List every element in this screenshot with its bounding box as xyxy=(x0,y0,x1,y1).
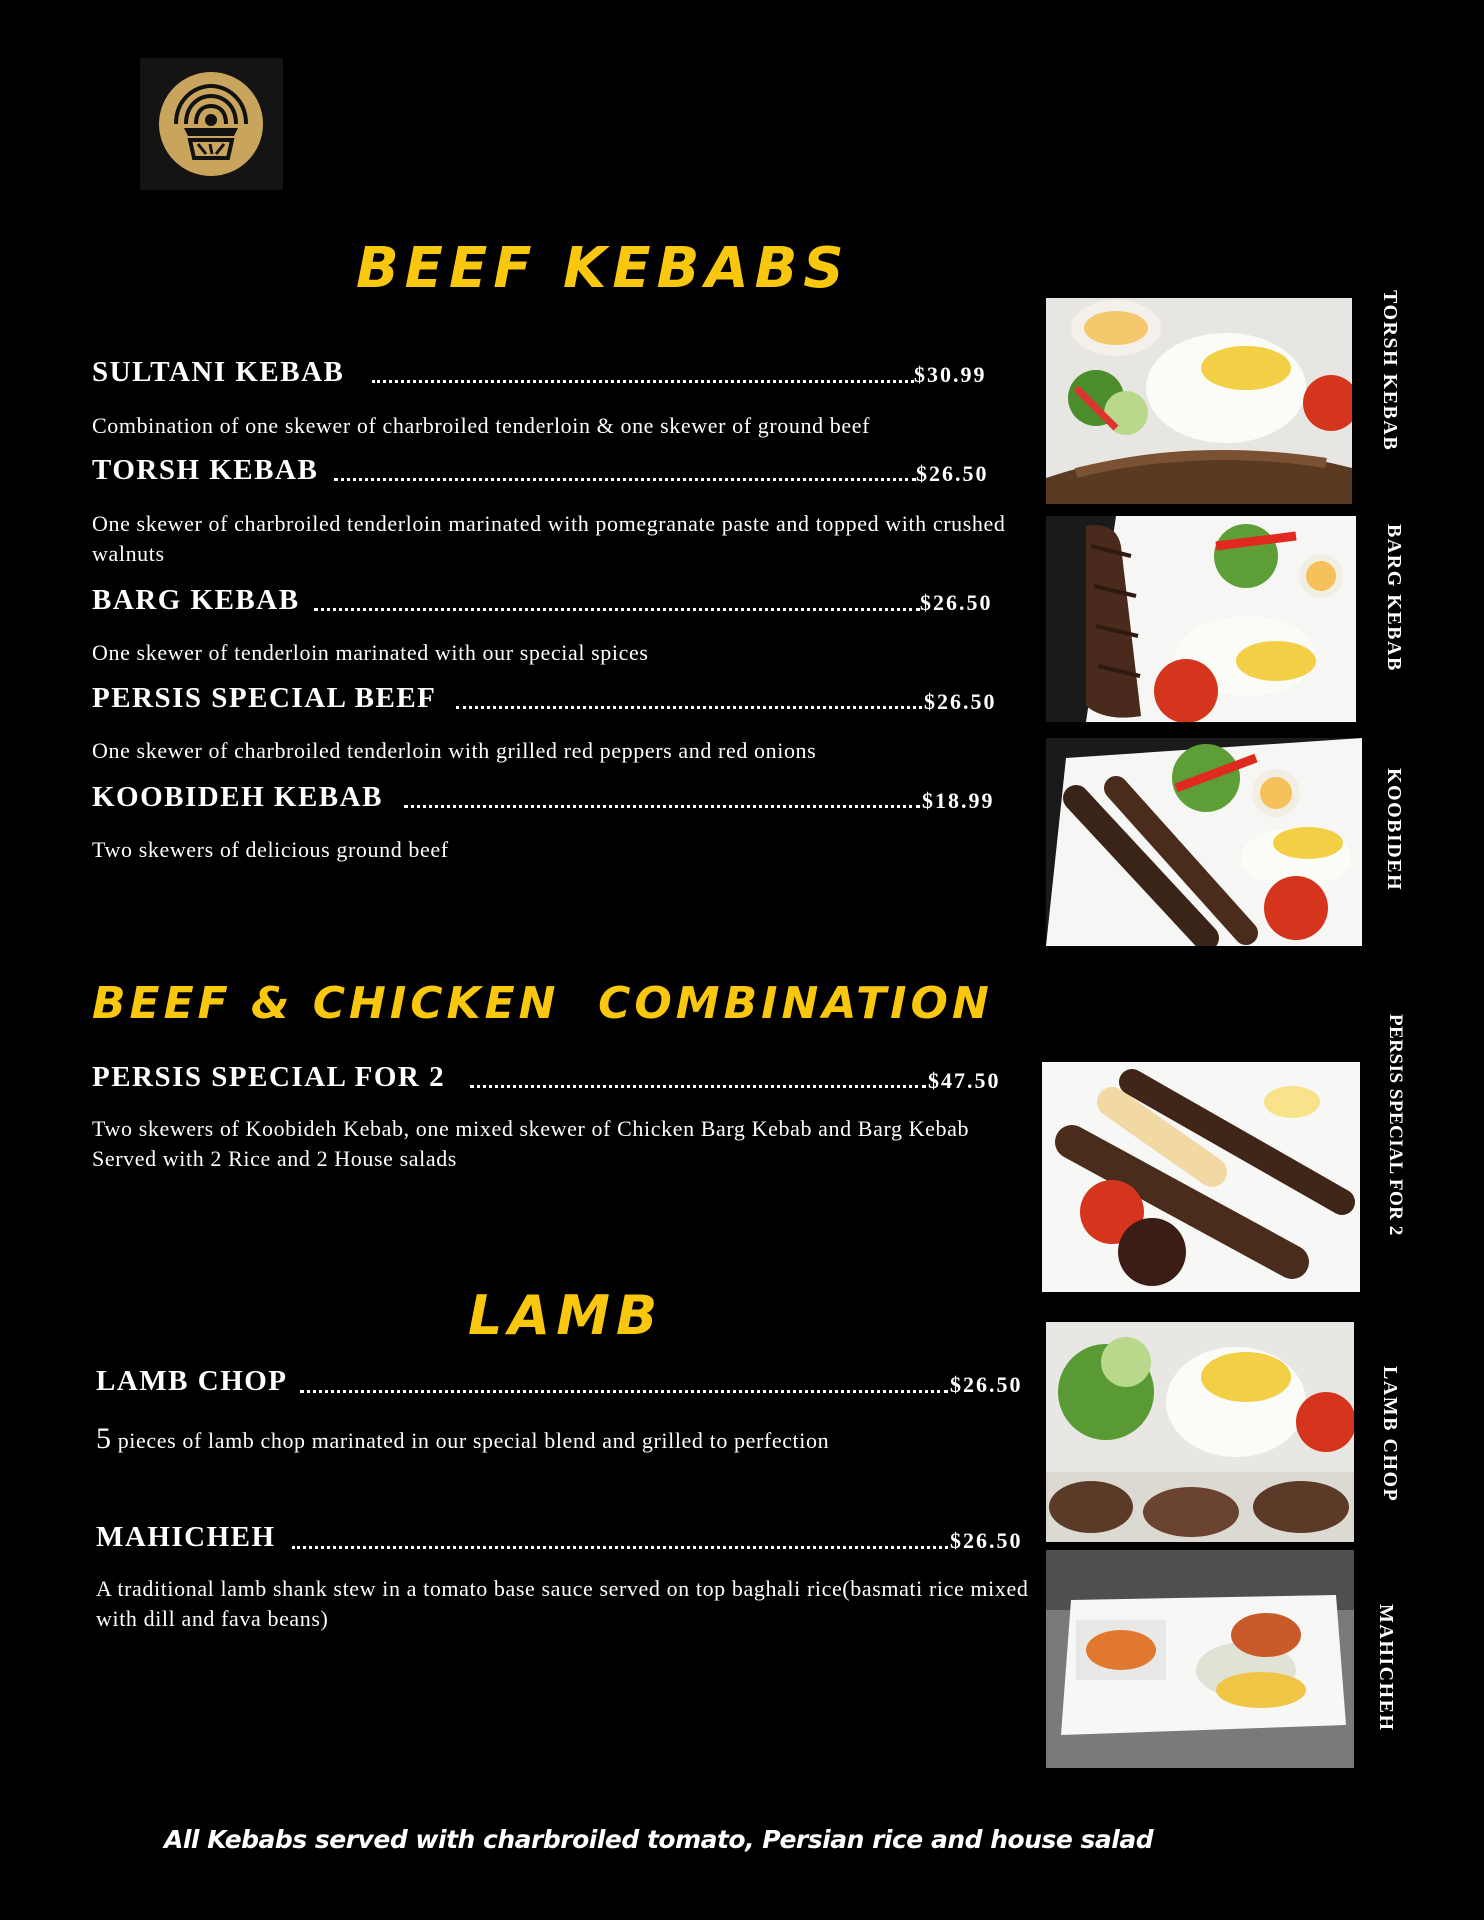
item-description: One skewer of tenderloin marinated with our special spices xyxy=(92,640,649,665)
photo-label-barg-kebab: BARG KEBAB xyxy=(1383,524,1405,672)
photo-torsh-kebab xyxy=(1046,298,1352,504)
item-price: $30.99 xyxy=(914,362,987,387)
leader-dots xyxy=(372,380,914,383)
photo-koobideh xyxy=(1046,738,1362,946)
item-name: MAHICHEH xyxy=(96,1521,276,1553)
photo-label-koobideh: KOOBIDEH xyxy=(1383,768,1405,892)
photo-label-persis-special-for-2: PERSIS SPECIAL FOR 2 xyxy=(1385,1014,1406,1236)
leader-dots xyxy=(404,805,920,808)
footer-note: All Kebabs served with charbroiled tomato, Persian rice and house salad xyxy=(164,1825,1154,1854)
section-title-beef-kebabs: BEEF KEBABS xyxy=(356,236,850,301)
item-name: PERSIS SPECIAL FOR 2 xyxy=(92,1061,446,1093)
item-name: LAMB CHOP xyxy=(96,1365,288,1397)
photo-mahicheh xyxy=(1046,1550,1354,1768)
item-description: One skewer of charbroiled tenderloin marinated with pomegranate paste and topped with crushed walnuts xyxy=(92,511,1006,566)
photo-barg-kebab xyxy=(1046,516,1356,722)
crown-logo-icon xyxy=(140,58,283,190)
item-price: $26.50 xyxy=(920,590,993,615)
item-price: $18.99 xyxy=(922,788,995,813)
leader-dots xyxy=(300,1390,948,1393)
item-price: $26.50 xyxy=(916,461,989,486)
item-description: One skewer of charbroiled tenderloin with grilled red peppers and red onions xyxy=(92,738,817,763)
leader-dots xyxy=(292,1546,948,1549)
logo xyxy=(140,58,283,190)
photo-label-torsh-kebab: TORSH KEBAB xyxy=(1379,290,1401,452)
leader-dots xyxy=(470,1085,926,1088)
item-description-text: pieces of lamb chop marinated in our special blend and grilled to perfection xyxy=(111,1428,830,1453)
leader-dots xyxy=(314,608,920,611)
item-description: A traditional lamb shank stew in a tomato base sauce served on top baghali rice(basmati rice mixed with dill and fava beans) xyxy=(96,1576,1029,1631)
item-description xyxy=(96,1424,1036,1456)
item-name: BARG KEBAB xyxy=(92,584,300,616)
item-name: TORSH KEBAB xyxy=(92,454,319,486)
item-price: $47.50 xyxy=(928,1068,1001,1093)
item-price: $26.50 xyxy=(950,1372,1023,1397)
photo-label-lamb-chop: LAMB CHOP xyxy=(1379,1366,1401,1503)
item-description: Combination of one skewer of charbroiled tenderloin & one skewer of ground beef xyxy=(92,413,871,438)
photo-label-mahicheh: MAHICHEH xyxy=(1375,1604,1397,1732)
leader-dots xyxy=(456,706,922,709)
section-title-lamb: LAMB xyxy=(468,1284,664,1347)
section-title-beef-chicken-combination: BEEF & CHICKEN COMBINATION xyxy=(92,978,993,1029)
photo-lamb-chop xyxy=(1046,1322,1354,1542)
item-name: PERSIS SPECIAL BEEF xyxy=(92,682,437,714)
photo-persis-special-for-2 xyxy=(1042,1062,1360,1292)
item-price: $26.50 xyxy=(950,1528,1023,1553)
leader-dots xyxy=(334,478,916,481)
item-description: Two skewers of delicious ground beef xyxy=(92,837,449,862)
item-price: $26.50 xyxy=(924,689,997,714)
item-name: KOOBIDEH KEBAB xyxy=(92,781,383,813)
item-description-count: 5 xyxy=(96,1422,112,1455)
item-description: Two skewers of Koobideh Kebab, one mixed skewer of Chicken Barg Kebab and Barg Kebab Served with 2 Rice and 2 House salads xyxy=(92,1116,970,1171)
item-name: SULTANI KEBAB xyxy=(92,356,345,388)
